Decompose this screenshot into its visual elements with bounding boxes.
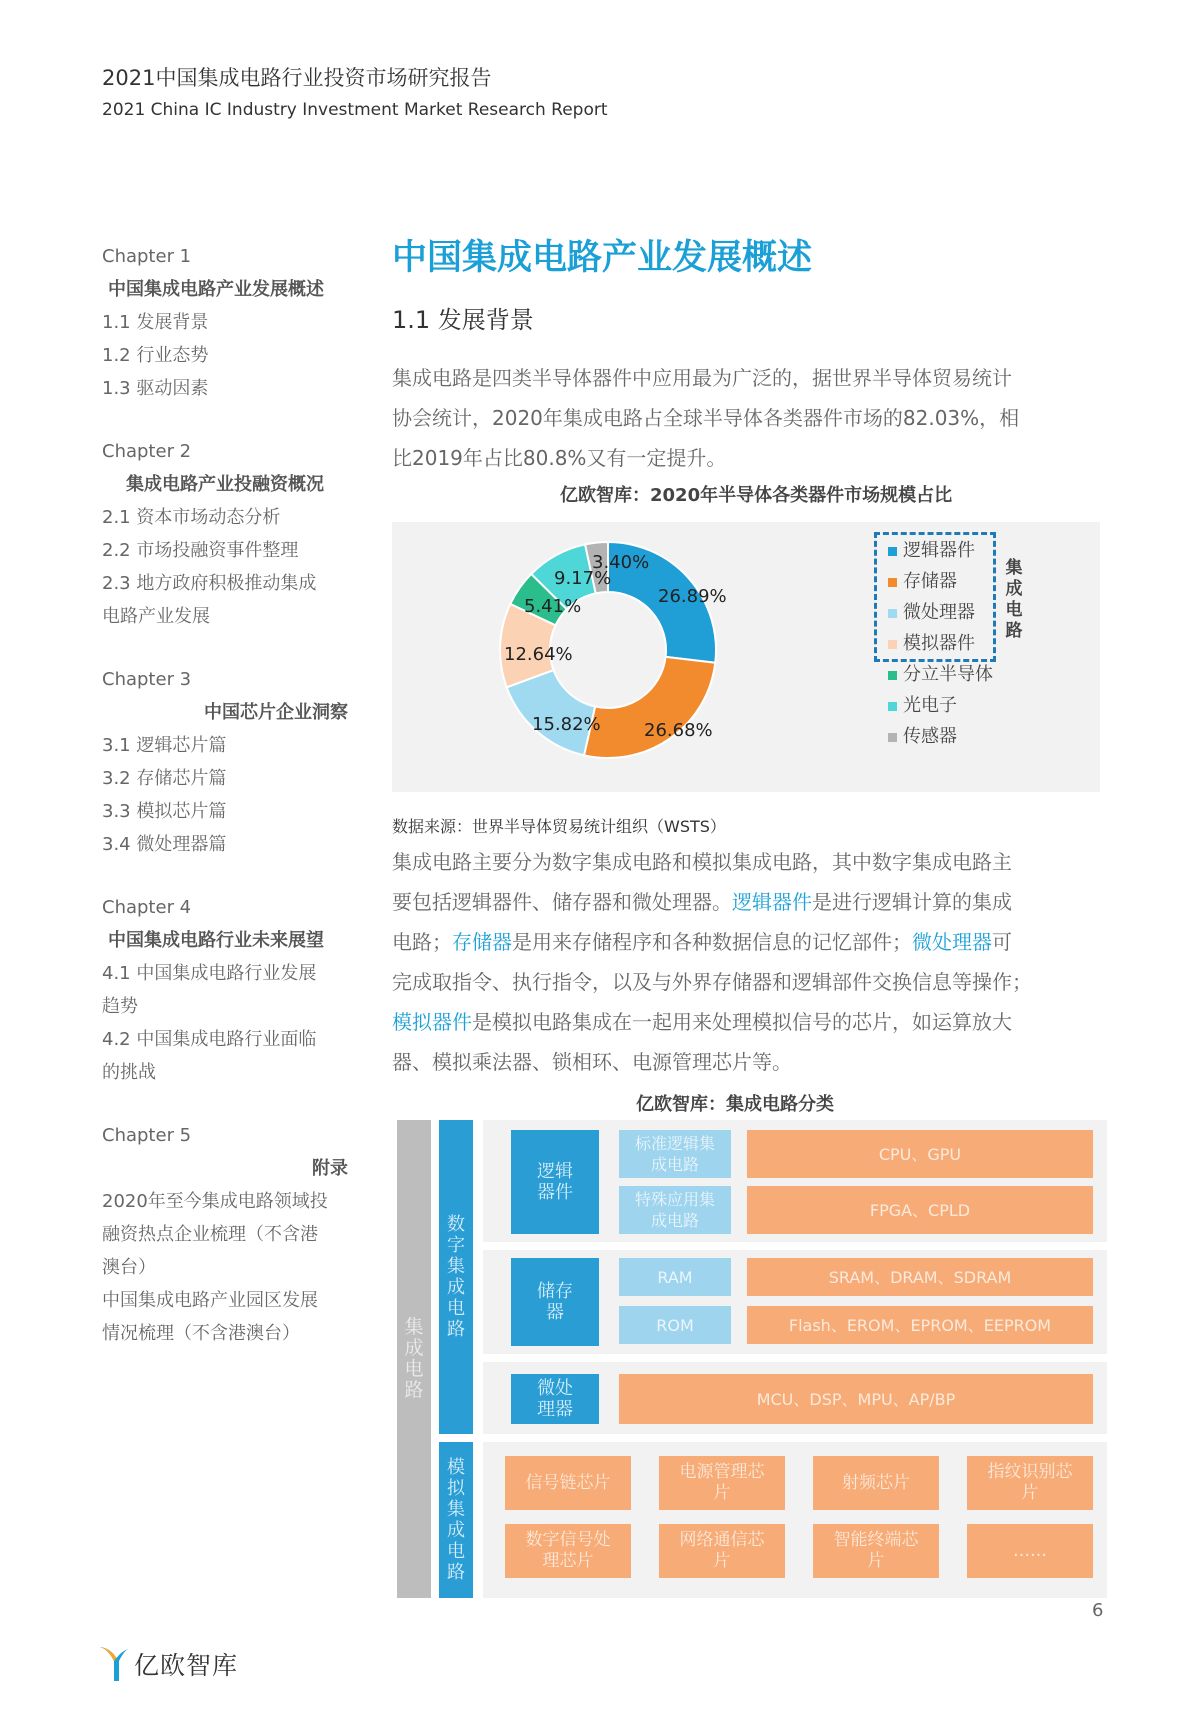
data-label: 3.40% [592, 552, 650, 573]
chapter-1-title[interactable]: 中国集成电路产业发展概述 [108, 279, 324, 300]
term-logic: 逻辑器件 [732, 890, 812, 914]
ram: RAM [619, 1258, 731, 1296]
legend-label: 光电子 [903, 695, 957, 716]
paragraph-line: 模拟器件是模拟电路集成在一起用来处理模拟信号的芯片，如运算放大 [392, 1010, 1012, 1034]
chart-title: 亿欧智库：2020年半导体各类器件市场规模占比 [560, 485, 953, 506]
subsection-heading: 1.1 发展背景 [392, 306, 534, 334]
report-title-cn: 2021中国集成电路行业投资市场研究报告 [102, 66, 492, 90]
diagram-title: 亿欧智库：集成电路分类 [636, 1094, 834, 1115]
paragraph-line: 器、模拟乘法器、锁相环、电源管理芯片等。 [392, 1050, 792, 1074]
chapter-5-label[interactable]: Chapter 5 [102, 1125, 192, 1146]
chapter-4-title[interactable]: 中国集成电路行业未来展望 [108, 930, 324, 951]
toc-item[interactable]: 2020年至今集成电路领域投 [102, 1191, 328, 1212]
ram-examples: SRAM、DRAM、SDRAM [747, 1258, 1093, 1296]
donut-chart-panel [392, 522, 1100, 792]
analog-chip: 信号链芯片 [505, 1456, 631, 1510]
analog-chip: 电源管理芯片 [659, 1456, 785, 1510]
ic-classification-diagram [397, 1120, 1107, 1598]
legend-item [888, 598, 975, 624]
data-source: 数据来源：世界半导体贸易统计组织（WSTS） [392, 817, 726, 836]
paragraph-line: 比2019年占比80.8%又有一定提升。 [392, 446, 727, 470]
data-label: 12.64% [504, 644, 573, 665]
toc-item[interactable]: 的挑战 [102, 1062, 156, 1083]
legend-swatch [888, 578, 897, 587]
brand-name: 亿欧智库 [134, 1651, 239, 1680]
legend-item [888, 567, 957, 593]
donut-slice [584, 657, 715, 758]
memory: 储存器 [511, 1258, 599, 1346]
analog-ic: 模拟集成电路 [439, 1442, 473, 1598]
legend-item [888, 629, 975, 655]
analog-chip: 指纹识别芯片 [967, 1456, 1093, 1510]
chapter-4-label[interactable]: Chapter 4 [102, 897, 192, 918]
data-label: 26.68% [644, 720, 713, 741]
analog-chip: 智能终端芯片 [813, 1524, 939, 1578]
toc-item[interactable]: 中国集成电路产业园区发展 [102, 1290, 318, 1311]
brand-logo [98, 1644, 238, 1684]
asic: 特殊应用集成电路 [619, 1186, 731, 1234]
term-mpu: 微处理器 [912, 930, 992, 954]
toc-item[interactable]: 澳台） [102, 1257, 156, 1278]
toc-item[interactable]: 电路产业发展 [102, 606, 210, 627]
chapter-2-label[interactable]: Chapter 2 [102, 441, 192, 462]
section-heading: 中国集成电路产业发展概述 [392, 238, 813, 278]
toc-item[interactable]: 趋势 [102, 996, 138, 1017]
analog-chip: 网络通信芯片 [659, 1524, 785, 1578]
table-of-contents [102, 240, 352, 1350]
toc-item[interactable]: 2.2 市场投融资事件整理 [102, 540, 299, 561]
legend-swatch [888, 733, 897, 742]
mpu-examples: MCU、DSP、MPU、AP/BP [619, 1374, 1093, 1424]
toc-item[interactable]: 情况梳理（不含港澳台） [102, 1323, 300, 1344]
chapter-3-label[interactable]: Chapter 3 [102, 669, 192, 690]
toc-item[interactable]: 4.1 中国集成电路行业发展 [102, 963, 317, 984]
report-title-en: 2021 China IC Industry Investment Market Research Report [102, 100, 608, 120]
toc-item[interactable]: 3.4 微处理器篇 [102, 834, 227, 855]
term-analog: 模拟器件 [392, 1010, 472, 1034]
legend-swatch [888, 671, 897, 680]
legend-swatch [888, 702, 897, 711]
microprocessor: 微处理器 [511, 1374, 599, 1424]
logic-devices: 逻辑器件 [511, 1130, 599, 1234]
legend-item [888, 536, 975, 562]
chapter-3-title[interactable]: 中国芯片企业洞察 [204, 702, 348, 723]
legend-label: 分立半导体 [903, 664, 993, 685]
analog-chip: 射频芯片 [813, 1456, 939, 1510]
legend-label: 微处理器 [903, 602, 975, 623]
chapter-2-title[interactable]: 集成电路产业投融资概况 [126, 474, 324, 495]
body-paragraph [392, 842, 1108, 1082]
paragraph-line: 集成电路主要分为数字集成电路和模拟集成电路，其中数字集成电路主 [392, 850, 1012, 874]
legend-item [888, 660, 993, 686]
data-label: 9.17% [554, 568, 612, 589]
logic-std-examples: CPU、GPU [747, 1130, 1093, 1178]
paragraph-line: 协会统计，2020年集成电路占全球半导体各类器件市场的82.03%，相 [392, 406, 1020, 430]
data-label: 15.82% [532, 714, 601, 735]
legend-swatch [888, 547, 897, 556]
rom-examples: Flash、EROM、EPROM、EEPROM [747, 1306, 1093, 1344]
toc-item[interactable]: 融资热点企业梳理（不含港 [102, 1224, 318, 1245]
data-label: 5.41% [524, 596, 582, 617]
y-logo-icon [98, 1645, 130, 1683]
analog-chip: 数字信号处理芯片 [505, 1524, 631, 1578]
logic-asic-examples: FPGA、CPLD [747, 1186, 1093, 1234]
term-memory: 存储器 [452, 930, 512, 954]
legend-label: 模拟器件 [903, 633, 975, 654]
ic-group-label: 集成电路 [1005, 558, 1023, 641]
data-label: 26.89% [658, 586, 727, 607]
digital-ic: 数字集成电路 [439, 1120, 473, 1434]
toc-item[interactable]: 1.2 行业态势 [102, 345, 209, 366]
toc-item[interactable]: 3.2 存储芯片篇 [102, 768, 227, 789]
chapter-5-title[interactable]: 附录 [312, 1158, 348, 1179]
legend-label: 存储器 [903, 571, 957, 592]
analog-chip-more: …… [967, 1524, 1093, 1578]
standard-logic-ic: 标准逻辑集成电路 [619, 1130, 731, 1178]
paragraph-line: 电路；存储器是用来存储程序和各种数据信息的记忆部件；微处理器可 [392, 930, 1012, 954]
toc-item[interactable]: 2.3 地方政府积极推动集成 [102, 573, 317, 594]
legend-label: 传感器 [903, 726, 957, 747]
legend-item [888, 722, 957, 748]
legend-swatch [888, 609, 897, 618]
root-ic: 集成电路 [397, 1120, 431, 1598]
legend-label: 逻辑器件 [903, 540, 975, 561]
toc-item[interactable]: 3.1 逻辑芯片篇 [102, 735, 227, 756]
chapter-1-label[interactable]: Chapter 1 [102, 246, 192, 267]
paragraph-line: 集成电路是四类半导体器件中应用最为广泛的，据世界半导体贸易统计 [392, 366, 1012, 390]
page-number: 6 [1092, 1600, 1104, 1621]
toc-item[interactable]: 2.1 资本市场动态分析 [102, 507, 281, 528]
rom: ROM [619, 1306, 731, 1344]
intro-paragraph [392, 358, 1108, 478]
toc-item[interactable]: 4.2 中国集成电路行业面临 [102, 1029, 317, 1050]
paragraph-line: 完成取指令、执行指令，以及与外界存储器和逻辑部件交换信息等操作； [392, 970, 1032, 994]
legend-item [888, 691, 957, 717]
toc-item[interactable]: 1.3 驱动因素 [102, 378, 209, 399]
legend-swatch [888, 640, 897, 649]
toc-item[interactable]: 1.1 发展背景 [102, 312, 209, 333]
toc-item[interactable]: 3.3 模拟芯片篇 [102, 801, 227, 822]
paragraph-line: 要包括逻辑器件、储存器和微处理器。逻辑器件是进行逻辑计算的集成 [392, 890, 1012, 914]
